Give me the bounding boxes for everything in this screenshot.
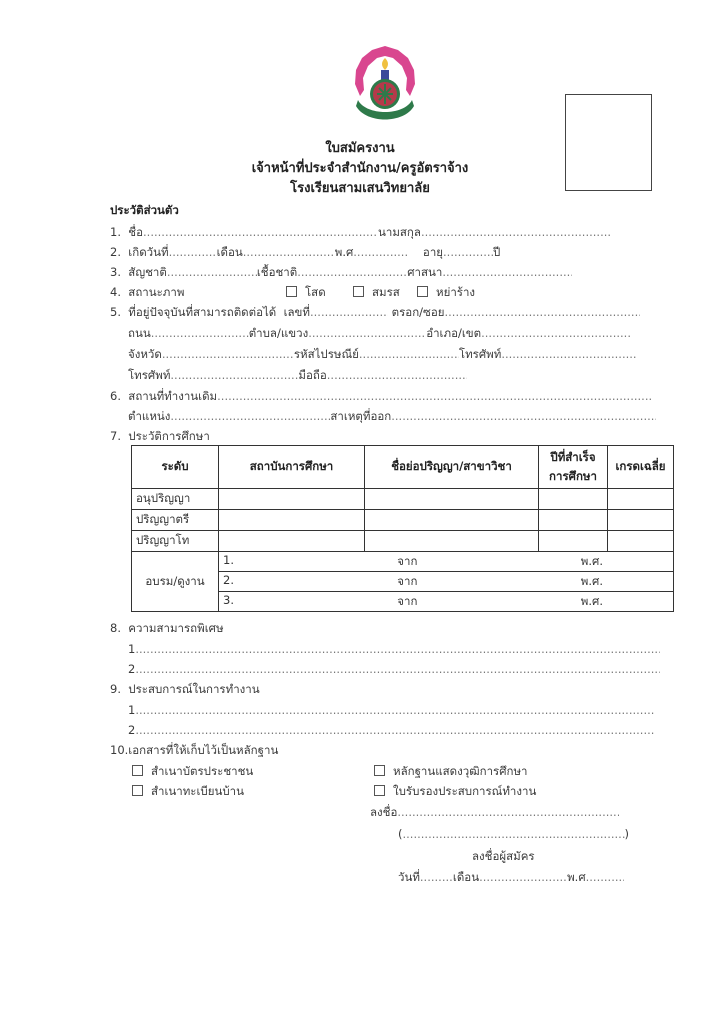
checkbox-work-cert[interactable] xyxy=(374,785,385,796)
postcode-field[interactable] xyxy=(359,346,459,362)
line-num: 2 xyxy=(128,723,136,737)
degree-cell[interactable] xyxy=(365,510,539,531)
form-subtitle: เจ้าหน้าที่ประจำสำนักงาน/ครูอัตราจ้าง xyxy=(251,161,469,176)
q3-row xyxy=(110,264,572,280)
gpa-cell[interactable] xyxy=(608,489,674,510)
previous-workplace-label: สถานที่ทำงานเดิม xyxy=(128,389,218,403)
day-field[interactable] xyxy=(420,869,453,885)
q2-num: 2. xyxy=(110,245,121,259)
line-num: 1 xyxy=(128,642,136,656)
gpa-cell[interactable] xyxy=(608,531,674,552)
doc-label: หลักฐานแสดงวุฒิการศึกษา xyxy=(393,764,528,778)
option-label: โสด xyxy=(305,285,326,299)
training-cell[interactable] xyxy=(219,552,674,572)
header-institution: สถาบันการศึกษา xyxy=(219,446,365,489)
subdistrict-label: ตำบล/แขวง xyxy=(248,326,309,340)
q1-num: 1. xyxy=(110,225,121,239)
age-field[interactable] xyxy=(443,244,493,260)
degree-cell[interactable] xyxy=(365,489,539,510)
q5-row-2 xyxy=(128,325,631,341)
signature-caption: ลงชื่อผู้สมัคร xyxy=(472,849,535,863)
doc-id-card[interactable] xyxy=(132,763,253,779)
nationality-label: สัญชาติ xyxy=(128,265,167,279)
education-table xyxy=(131,445,674,612)
reason-field[interactable] xyxy=(391,408,656,424)
documents-label: 10.เอกสารที่ให้เก็บไว้เป็นหลักฐาน xyxy=(110,743,279,757)
row-label: ปริญญาโท xyxy=(132,531,219,552)
year-cell[interactable] xyxy=(539,510,608,531)
ethnicity-label: เชื้อชาติ xyxy=(256,265,298,279)
q6-row xyxy=(110,388,652,404)
training-cell[interactable] xyxy=(219,572,674,592)
training-year: พ.ศ. xyxy=(580,573,603,588)
year-label: พ.ศ xyxy=(334,245,354,259)
birth-day-field[interactable] xyxy=(169,244,217,260)
checkbox-house-registration[interactable] xyxy=(132,785,143,796)
status-married[interactable] xyxy=(353,284,400,300)
q8-row xyxy=(110,620,224,636)
name-field[interactable] xyxy=(143,224,378,240)
training-num: 1. xyxy=(223,552,234,567)
skill-field-2[interactable] xyxy=(135,661,660,677)
experience-field-1[interactable] xyxy=(135,702,655,718)
experience-line-1 xyxy=(128,702,655,718)
mobile-label: มือถือ xyxy=(298,368,327,382)
q5-row xyxy=(110,304,640,320)
nationality-field[interactable] xyxy=(167,264,257,280)
line-num: 2 xyxy=(128,662,136,676)
checkbox-divorced[interactable] xyxy=(417,286,428,297)
training-from: จาก xyxy=(397,573,418,588)
road-field[interactable] xyxy=(151,325,249,341)
table-row xyxy=(132,489,674,510)
experience-line-2 xyxy=(128,722,655,738)
month-field[interactable] xyxy=(479,869,567,885)
sign-label: ลงชื่อ xyxy=(370,805,398,819)
printed-name-field[interactable] xyxy=(403,826,625,842)
q5-num: 5. xyxy=(110,305,121,319)
row-label: ปริญญาตรี xyxy=(132,510,219,531)
training-year: พ.ศ. xyxy=(580,593,603,608)
skill-line-2 xyxy=(128,661,660,677)
paren-close: ) xyxy=(624,827,629,841)
header-year-line1: ปีที่สำเร็จ xyxy=(550,450,596,464)
doc-label: สำเนาทะเบียนบ้าน xyxy=(151,784,244,798)
q4-num: 4. xyxy=(110,285,121,299)
school-logo xyxy=(350,44,420,124)
printed-name-row xyxy=(398,826,629,842)
institution-cell[interactable] xyxy=(219,510,365,531)
header-year xyxy=(539,446,608,489)
phone-field[interactable] xyxy=(501,346,636,362)
religion-label: ศาสนา xyxy=(407,265,443,279)
surname-label: นามสกุล xyxy=(378,225,421,239)
doc-house-registration[interactable] xyxy=(132,783,244,799)
postcode-label: รหัสไปรษณีย์ xyxy=(293,347,359,361)
q1-row xyxy=(110,224,611,240)
degree-cell[interactable] xyxy=(365,531,539,552)
skill-line-1 xyxy=(128,641,660,657)
years-label: ปี xyxy=(493,245,501,259)
house-no-field[interactable] xyxy=(310,304,388,320)
date-row xyxy=(398,869,624,885)
checkbox-single[interactable] xyxy=(286,286,297,297)
previous-workplace-field[interactable] xyxy=(217,388,652,404)
paren-open: ( xyxy=(398,827,403,841)
day-label: วันที่ xyxy=(398,870,420,884)
training-year: พ.ศ. xyxy=(580,553,603,568)
school-name: โรงเรียนสามเสนวิทยาลัย xyxy=(290,181,430,196)
birth-month-field[interactable] xyxy=(243,244,335,260)
marital-status-label: สถานะภาพ xyxy=(128,285,185,299)
checkbox-married[interactable] xyxy=(353,286,364,297)
photo-box[interactable] xyxy=(565,94,652,191)
district-label: อำเภอ/เขต xyxy=(426,326,482,340)
row-label: อนุปริญญา xyxy=(132,489,219,510)
q3-num: 3. xyxy=(110,265,121,279)
subdistrict-field[interactable] xyxy=(308,325,426,341)
lane-field[interactable] xyxy=(445,304,640,320)
doc-label: สำเนาบัตรประชาชน xyxy=(151,764,254,778)
q6-row-2 xyxy=(128,408,656,424)
road-label: ถนน xyxy=(128,326,151,340)
checkbox-id-card[interactable] xyxy=(132,765,143,776)
q7-row xyxy=(110,428,210,444)
q6-num: 6. xyxy=(110,389,121,403)
q9-num: 9. xyxy=(110,682,121,696)
birth-year-field[interactable] xyxy=(353,244,408,260)
house-no-label: เลขที่ xyxy=(283,305,310,319)
training-num: 3. xyxy=(223,592,234,607)
doc-work-cert[interactable] xyxy=(374,783,536,799)
age-label: อายุ xyxy=(422,245,444,259)
birth-day-label: เกิดวันที่ xyxy=(128,245,169,259)
gpa-cell[interactable] xyxy=(608,510,674,531)
mobile-field[interactable] xyxy=(327,367,467,383)
skill-field-1[interactable] xyxy=(135,641,660,657)
status-single[interactable] xyxy=(286,284,326,300)
training-label: อบรม/ดูงาน xyxy=(132,552,219,612)
header-year-line2: การศึกษา xyxy=(549,469,597,483)
training-row xyxy=(132,552,674,572)
section-title: ประวัติส่วนตัว xyxy=(110,203,179,217)
district-field[interactable] xyxy=(481,325,631,341)
header-gpa: เกรดเฉลี่ย xyxy=(608,446,674,489)
month-label: เดือน xyxy=(452,870,480,884)
q9-row xyxy=(110,681,260,697)
phone-label: โทรศัพท์ xyxy=(458,347,502,361)
signature-row xyxy=(370,804,619,820)
education-label: ประวัติการศึกษา xyxy=(128,429,210,443)
institution-cell[interactable] xyxy=(219,531,365,552)
year-cell[interactable] xyxy=(539,531,608,552)
option-label: สมรส xyxy=(372,285,400,299)
month-label: เดือน xyxy=(216,245,243,259)
address-label: ที่อยู่ปัจจุบันที่สามารถติดต่อได้ xyxy=(128,305,277,319)
line-num: 1 xyxy=(128,703,136,717)
status-divorced[interactable] xyxy=(417,284,475,300)
reason-label: สาเหตุที่ออก xyxy=(330,409,392,423)
doc-education-cert[interactable] xyxy=(374,763,528,779)
year-cell[interactable] xyxy=(539,489,608,510)
table-row xyxy=(132,531,674,552)
name-label: ชื่อ xyxy=(128,225,144,239)
experience-field-2[interactable] xyxy=(135,722,655,738)
lane-label: ตรอก/ซอย xyxy=(391,305,445,319)
table-header-row xyxy=(132,446,674,489)
training-from: จาก xyxy=(397,553,418,568)
q8-num: 8. xyxy=(110,621,121,635)
religion-field[interactable] xyxy=(442,264,572,280)
training-num: 2. xyxy=(223,572,234,587)
year-label: พ.ศ xyxy=(567,870,586,884)
special-skills-label: ความสามารถพิเศษ xyxy=(128,621,224,635)
header-degree: ชื่อย่อปริญญา/สาขาวิชา xyxy=(365,446,539,489)
header-level: ระดับ xyxy=(132,446,219,489)
position-label: ตำแหน่ง xyxy=(128,409,171,423)
q7-num: 7. xyxy=(110,429,121,443)
form-title: ใบสมัครงาน xyxy=(325,141,395,156)
province-field[interactable] xyxy=(162,346,294,362)
institution-cell[interactable] xyxy=(219,489,365,510)
training-cell[interactable] xyxy=(219,592,674,612)
checkbox-education-cert[interactable] xyxy=(374,765,385,776)
province-label: จังหวัด xyxy=(128,347,162,361)
work-experience-label: ประสบการณ์ในการทำงาน xyxy=(128,682,260,696)
option-label: หย่าร้าง xyxy=(436,285,476,299)
q2-row xyxy=(110,244,500,260)
year-field[interactable] xyxy=(586,869,624,885)
table-row xyxy=(132,510,674,531)
q4-row xyxy=(110,284,184,300)
surname-field[interactable] xyxy=(421,224,611,240)
training-from: จาก xyxy=(397,593,418,608)
q5-row-4 xyxy=(128,367,467,383)
position-field[interactable] xyxy=(170,408,330,424)
ethnicity-field[interactable] xyxy=(297,264,407,280)
phone2-label: โทรศัพท์ xyxy=(128,368,171,382)
doc-label: ใบรับรองประสบการณ์ทำงาน xyxy=(393,784,537,798)
signature-field[interactable] xyxy=(397,804,619,820)
q5-row-3 xyxy=(128,346,636,362)
phone2-field[interactable] xyxy=(170,367,298,383)
